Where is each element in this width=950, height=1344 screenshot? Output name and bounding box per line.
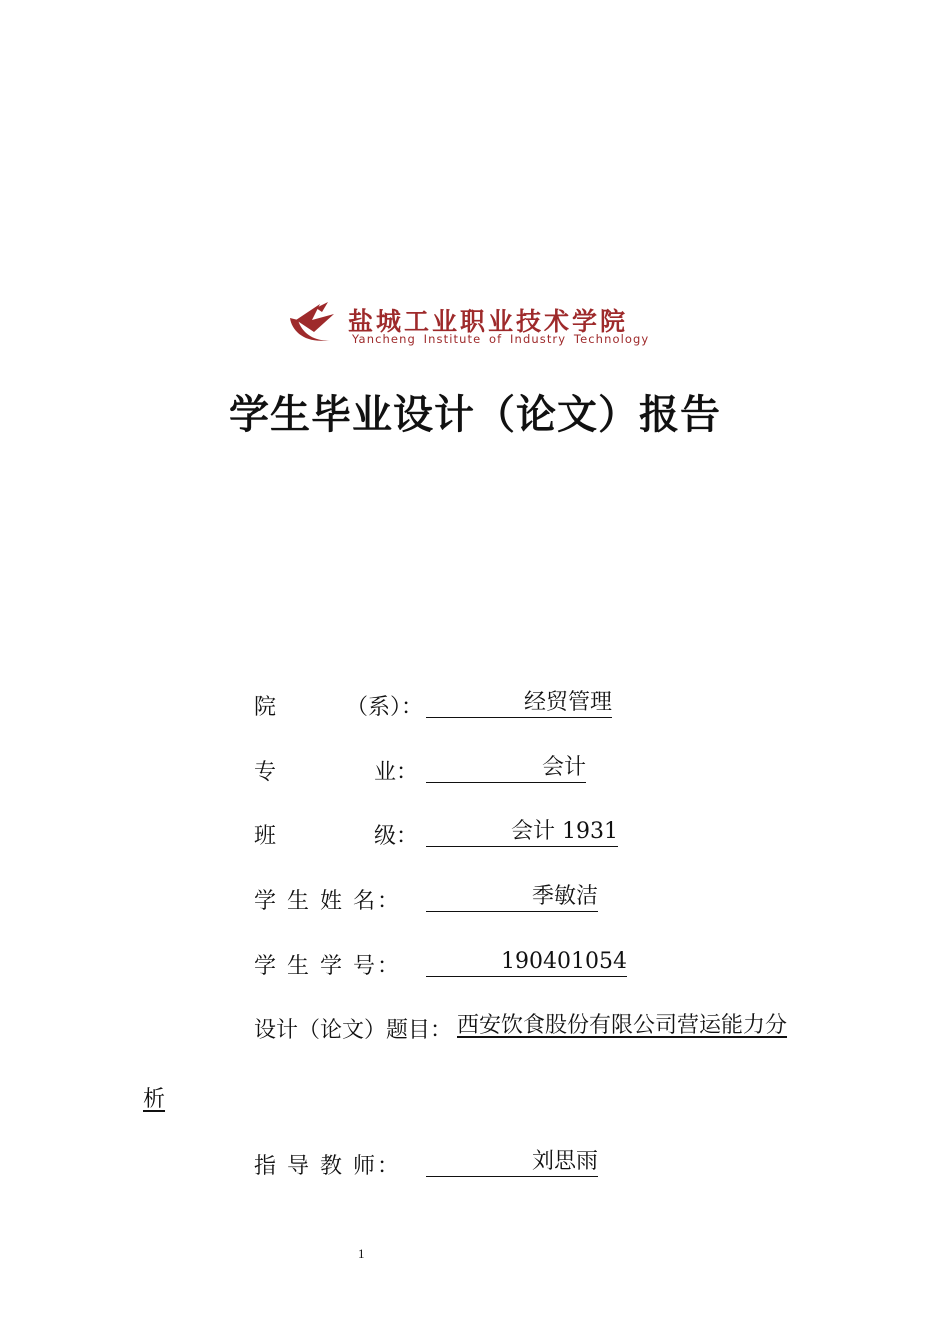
major-label-b: 业： — [374, 760, 419, 785]
department-label-a: 院 — [254, 695, 277, 720]
student-name-label: 学 生 姓 名： — [254, 889, 401, 914]
department-label-b: （系）： — [346, 695, 424, 720]
major-value: 会计 — [426, 755, 586, 783]
school-emblem-icon — [286, 298, 342, 346]
student-id-value: 190401054 — [426, 949, 627, 977]
class-label-a: 班 — [254, 824, 277, 849]
advisor-label: 指 导 教 师： — [254, 1154, 401, 1179]
thesis-title-label: 设计（论文）题目： — [254, 1018, 453, 1043]
student-id-label: 学 生 学 号： — [254, 954, 401, 979]
major-label-a: 专 — [254, 760, 277, 785]
page-number: 1 — [358, 1246, 365, 1261]
school-name-cn: 盐城工业职业技术学院 — [348, 307, 629, 336]
class-label-b: 级： — [374, 824, 419, 849]
class-value: 会计 1931 — [426, 819, 618, 847]
school-name-en: Yancheng Institute of Industry Technology — [352, 332, 650, 346]
thesis-title-value-line2: 析 — [143, 1087, 166, 1112]
advisor-value: 刘思雨 — [426, 1149, 598, 1177]
student-name-value: 季敏洁 — [426, 884, 598, 912]
report-title: 学生毕业设计（论文）报告 — [229, 392, 721, 438]
department-value: 经贸管理 — [426, 690, 612, 718]
school-logo — [286, 298, 666, 350]
thesis-title-value-line1: 西安饮食股份有限公司营运能力分 — [457, 1013, 788, 1038]
